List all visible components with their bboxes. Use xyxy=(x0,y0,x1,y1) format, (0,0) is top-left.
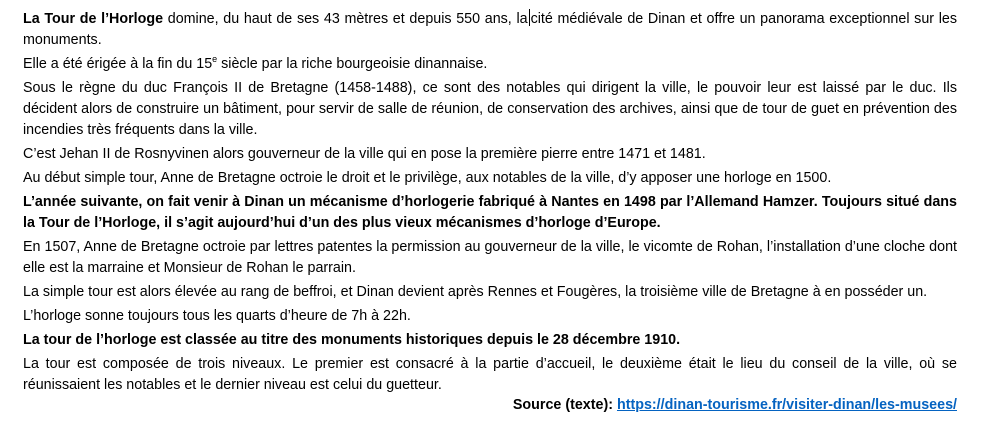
paragraph-historic-monument: La tour de l’horloge est classée au titre des monuments historiques depuis le 28 décembre 1910. xyxy=(23,332,681,348)
paragraph-belfry: La simple tour est alors élevée au rang de beffroi, et Dinan devient après Rennes et Fougères, la troisième ville de Bretagne à en posséder un. xyxy=(23,284,928,300)
intro-title: La Tour de l’Horloge xyxy=(23,11,164,27)
source-link[interactable]: https://dinan-tourisme.fr/visiter-dinan/les-musees/ xyxy=(616,397,957,413)
intro-text-start: domine, du haut de ses 43 mètres et depuis 550 ans, la xyxy=(163,11,528,27)
construction-text-start: Elle a été érigée à la fin du 15 xyxy=(23,56,213,72)
source-line xyxy=(513,395,957,416)
document-body xyxy=(23,9,957,399)
intro-text-end: cité médiévale de Dinan et offre un panorama exceptionnel sur les monuments. xyxy=(23,11,957,48)
paragraph-levels: La tour est composée de trois niveaux. Le premier est consacré à la partie d’accueil, le deuxième était le lieu du conseil de la ville, où se réunissaient les notables et le dernier niveau est celui du guetteur. xyxy=(23,356,957,393)
paragraph-bell: En 1507, Anne de Bretagne octroie par lettres patentes la permission au gouverneur de la ville, le vicomte de Rohan, l’installation d’une cloche dont elle est la marraine et Monsieur de Rohan le parrain. xyxy=(23,239,957,276)
paragraph-first-stone: C’est Jehan II de Rosnyvinen alors gouverneur de la ville qui en pose la première pierre entre 1471 et 1481. xyxy=(23,146,706,162)
paragraph-reign: Sous le règne du duc François II de Bretagne (1458-1488), ce sont des notables qui dirigent la ville, le pouvoir leur est laissé par le duc. Ils décident alors de construire un bâtiment, pour servir de salle de réunion, de conservation des archives, ainsi que de tour de guet en prévention des incendies très fréquents dans la ville. xyxy=(23,80,957,138)
paragraph-chimes: L’horloge sonne toujours tous les quarts d’heure de 7h à 22h. xyxy=(23,308,411,324)
paragraph-intro xyxy=(23,9,957,51)
text-cursor xyxy=(529,9,530,26)
century-superscript: e xyxy=(212,54,218,65)
construction-text-end: siècle par la riche bourgeoisie dinannaise. xyxy=(217,56,488,72)
paragraph-clock-right: Au début simple tour, Anne de Bretagne octroie le droit et le privilège, aux notables de la ville, d’y apposer une horloge en 1500. xyxy=(23,170,832,186)
paragraph-mechanism: L’année suivante, on fait venir à Dinan un mécanisme d’horlogerie fabriqué à Nantes en 1498 par l’Allemand Hamzer. Toujours situé dans la Tour de l’Horloge, il s’agit aujourd’hui d’un des plus vieux mécanismes d’horloge d’Europe. xyxy=(23,194,957,231)
source-label: Source (texte): xyxy=(512,397,613,413)
paragraph-construction xyxy=(23,54,957,75)
